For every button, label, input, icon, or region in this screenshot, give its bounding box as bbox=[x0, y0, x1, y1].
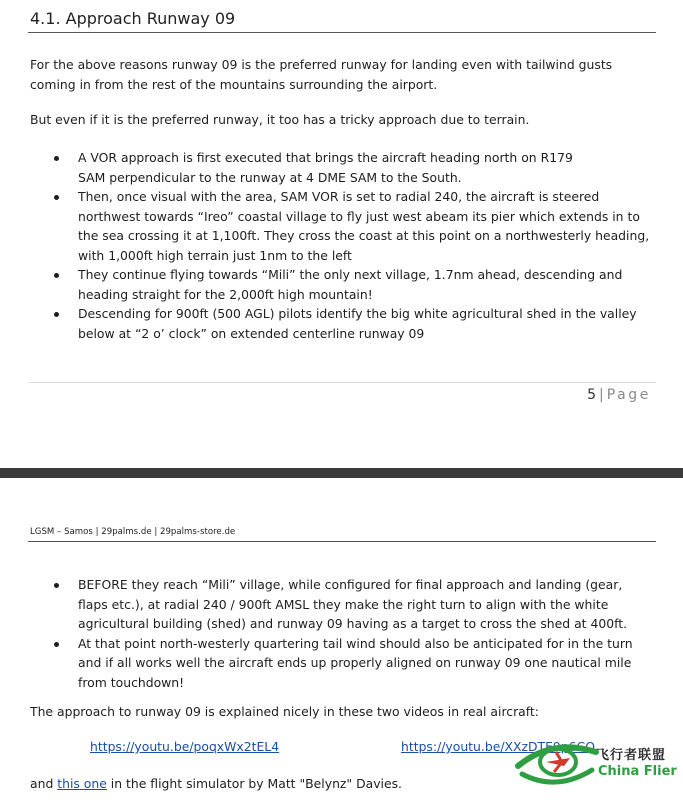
watermark-text-cn: 飞行者联盟 bbox=[596, 748, 667, 763]
bullet-icon bbox=[54, 156, 59, 161]
list-item bbox=[30, 304, 655, 343]
list-item-text: A VOR approach is first executed that brings the aircraft heading north on R179 bbox=[78, 150, 573, 165]
section-heading: 4.1. Approach Runway 09 bbox=[30, 9, 236, 28]
list-item-text: They continue flying towards “Mili” the only next village, 1.7nm ahead, descending and heading straight for the 2,000ft high mountain! bbox=[78, 267, 623, 302]
list-item bbox=[30, 265, 655, 304]
bullet-icon bbox=[54, 312, 59, 317]
page-gap bbox=[0, 468, 683, 478]
heading-divider bbox=[28, 32, 656, 33]
list-item bbox=[30, 575, 655, 634]
page-number-separator: | bbox=[598, 387, 604, 403]
page-number-value: 5 bbox=[587, 387, 596, 403]
intro-paragraph: For the above reasons runway 09 is the preferred runway for landing even with tailwind gusts coming in from the rest of the mountains surrounding the airport. bbox=[30, 57, 613, 92]
turn-steps-list bbox=[30, 575, 655, 692]
list-item bbox=[30, 148, 655, 187]
bullet-icon bbox=[54, 642, 59, 647]
simulator-video-link[interactable]: this one bbox=[57, 776, 107, 791]
bullet-icon bbox=[54, 273, 59, 278]
videos-paragraph: The approach to runway 09 is explained nicely in these two videos in real aircraft: bbox=[30, 704, 539, 719]
airplane-logo-icon bbox=[512, 722, 602, 796]
video-link-1[interactable]: https://youtu.be/poqxWx2tEL4 bbox=[90, 739, 280, 754]
watermark-text-en: China Flier bbox=[598, 764, 677, 779]
page-number-word: Page bbox=[606, 387, 651, 403]
list-item-text: SAM perpendicular to the runway at 4 DME SAM to the South. bbox=[78, 169, 462, 185]
list-item-text: Then, once visual with the area, SAM VOR is set to radial 240, the aircraft is steered northwest towards “Ireo” coastal village to fly just west abeam its pier which extends in to the sea crossing it at 1,100ft. They cross the coast at this point on a northwesterly heading, with 1,000ft high terrain just 1nm to the left bbox=[78, 189, 650, 263]
simulator-text-suffix: in the flight simulator by Matt "Belynz" Davies. bbox=[106, 776, 402, 791]
bullet-icon bbox=[54, 583, 59, 588]
list-item bbox=[30, 634, 655, 693]
list-item-text: BEFORE they reach “Mili” village, while configured for final approach and landing (gear, flaps etc.), at radial 240 / 900ft AMSL they make the right turn to align with the white agricultural building (shed) and runway 09 having as a target to cross the shed at 400ft. bbox=[78, 577, 628, 631]
bullet-icon bbox=[54, 195, 59, 200]
terrain-paragraph: But even if it is the preferred runway, it too has a tricky approach due to terrain. bbox=[30, 112, 530, 127]
china-flier-watermark bbox=[512, 722, 682, 796]
approach-steps-list bbox=[30, 148, 655, 343]
running-header: LGSM – Samos | 29palms.de | 29palms-store.de bbox=[30, 527, 236, 537]
document-page-6 bbox=[0, 478, 683, 805]
video-link-2[interactable]: https://youtu.be/XXzDTE9p6CQ bbox=[401, 739, 595, 754]
page-number bbox=[587, 387, 651, 403]
list-item bbox=[30, 187, 655, 265]
footer-divider bbox=[28, 382, 656, 383]
list-item-text: Descending for 900ft (500 AGL) pilots identify the big white agricultural shed in the valley below at “2 o’ clock” on extended centerline runway 09 bbox=[78, 306, 637, 341]
list-item-text: At that point north-westerly quartering tail wind should also be anticipated for in the turn and if all works well the aircraft ends up properly aligned on runway 09 one nautical mile from touchdown! bbox=[78, 635, 633, 690]
simulator-text-prefix: and bbox=[30, 776, 58, 791]
header-divider bbox=[28, 541, 656, 542]
